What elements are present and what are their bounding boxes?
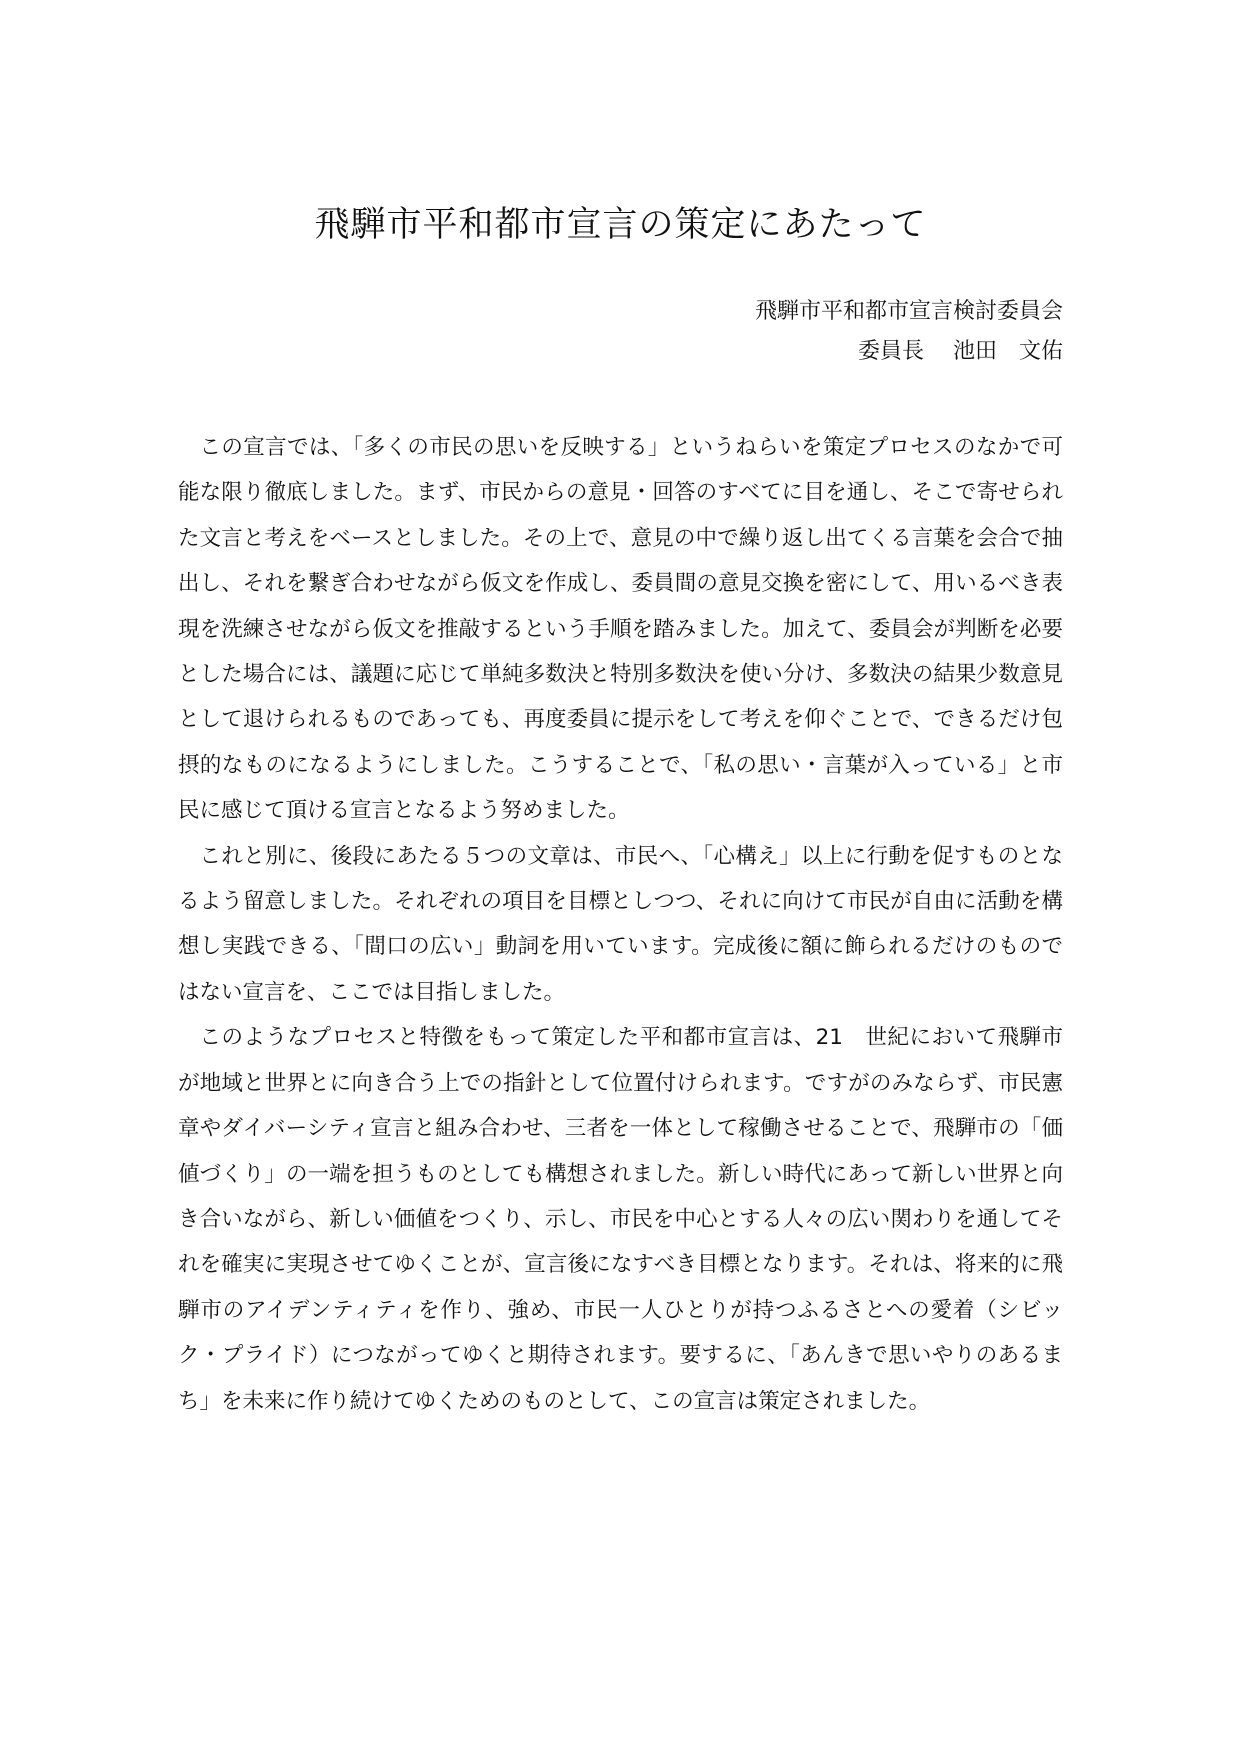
document-title: 飛騨市平和都市宣言の策定にあたって (314, 205, 927, 245)
paragraph-3: このようなプロセスと特徴をもって策定した平和都市宣言は、21 世紀において飛騨市が地域と世界とに向き合う上での指針として位置付けられます。ですがのみならず、市民憲章やダイバーシティ宣言と組み合わせ、三者を一体として稼働させることで、飛騨市の「価値づくり」の一端を担うものとしても構想されました。新しい時代にあって新しい世界と向き合いながら、新しい価値をつくり、示し、市民を中心とする人々の広い関わりを通してそれを確実に実現させてゆくことが、宣言後になすべき目標となります。それは、将来的に飛騨市のアイデンティティを作り、強め、市民一人ひとりが持つふるさとへの愛着（シビック・プライド）につながってゆくと期待されます。要するに、「あんきで思いやりのあるまち」を未来に作り続けてゆくためのものとして、この宣言は策定されました。 (178, 1025, 1063, 1414)
committee-name: 飛騨市平和都市宣言検討委員会 (754, 299, 1063, 324)
body-text (178, 425, 1063, 1424)
paragraph-1: この宣言では、「多くの市民の思いを反映する」というねらいを策定プロセスのなかで可能な限り徹底しました。まず、市民からの意見・回答のすべてに目を通し、そこで寄せられた文言と考えをベースとしました。その上で、意見の中で繰り返し出てくる言葉を会合で抽出し、それを繋ぎ合わせながら仮文を作成し、委員間の意見交換を密にして、用いるべき表現を洗練させながら仮文を推敲するという手順を踏みました。加えて、委員会が判断を必要とした場合には、議題に応じて単純多数決と特別多数決を使い分け、多数決の結果少数意見として退けられるものであっても、再度委員に提示をして考えを仰ぐことで、できるだけ包摂的なものになるようにしました。こうすることで、「私の思い・言葉が入っている」と市民に感じて頂ける宣言となるよう努めました。 (178, 435, 1063, 824)
chair-name: 委員長 池田 文佑 (858, 339, 1063, 364)
paragraph-2: これと別に、後段にあたる５つの文章は、市民へ、「心構え」以上に行動を促すものとなるよう留意しました。それぞれの項目を目標としつつ、それに向けて市民が自由に活動を構想し実践できる、「間口の広い」動詞を用いています。完成後に額に飾られるだけのものではない宣言を、ここでは目指しました。 (178, 843, 1063, 1005)
signature-block (755, 292, 1063, 372)
